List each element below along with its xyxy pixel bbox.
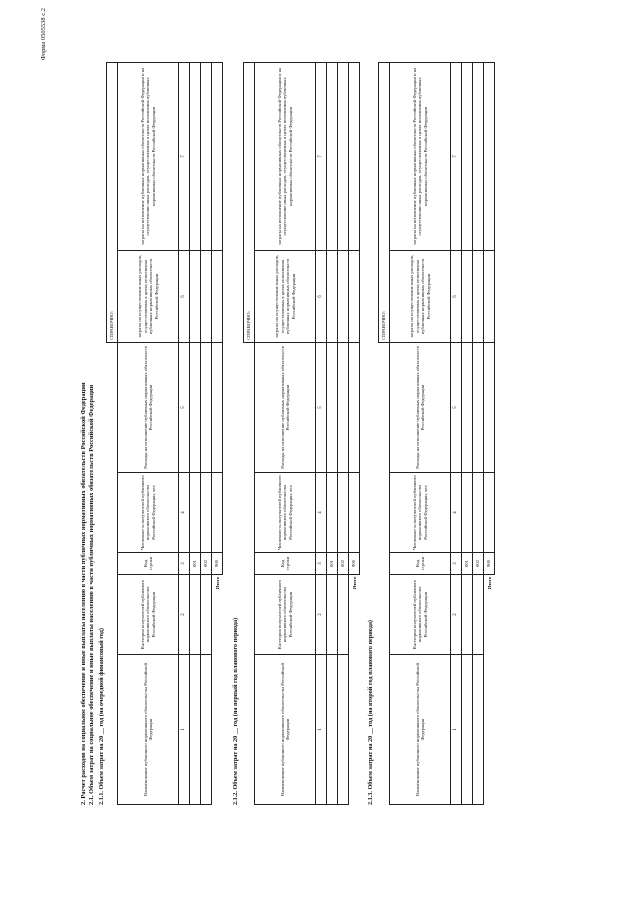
- table-row: [201, 62, 212, 804]
- col-header-recipient-count: Численность получателей публичного нормативного обязательства Российской Федерации, чел: [255, 473, 316, 553]
- col-header-expenses: Расходы на исполнение публичных нормативных обязательств Российской Федерации: [255, 342, 316, 472]
- total-row: [484, 62, 495, 804]
- col-number: 6: [451, 250, 462, 342]
- col-header-recipient-category: Категория получателей публичного нормативного обязательства Российской Федерации: [390, 575, 451, 655]
- title-sub: 2.1. Объем затрат на социальное обеспечение и иные выплаты населению в части публичных нормативных обязательств Российской Федерации: [88, 384, 95, 805]
- row-code: 002: [201, 553, 212, 575]
- table-row: [338, 62, 349, 804]
- form-code: Форма 0505538 с.2: [40, 8, 47, 61]
- expense-table: [378, 62, 495, 805]
- col-header-recipient-category: Категория получателей публичного нормативного обязательства Российской Федерации: [255, 575, 316, 655]
- col-header-total-costs: затраты на исполнение публичных нормативных обязательств Российской Федерации и на осуществление иных расходов, осуществляемых в целях исполнения публичных нормативных обязательств Российской Федерации: [390, 62, 451, 250]
- col-header-row-code: Код строки: [118, 553, 179, 575]
- col-header-other-costs: затраты на осуществление иных расходов, осуществляемых в целях исполнения публичных нормативных обязательств Российской Федерации: [390, 250, 451, 342]
- col-number: 6: [179, 250, 190, 342]
- total-code: 900: [484, 553, 495, 575]
- col-header-recipient-count: Численность получателей публичного нормативного обязательства Российской Федерации, чел: [118, 473, 179, 553]
- col-header-expenses: Расходы на исполнение публичных нормативных обязательств Российской Федерации: [118, 342, 179, 472]
- table-row: [473, 62, 484, 804]
- sprav-header: СПРАВОЧНО:: [244, 62, 255, 342]
- col-number: 5: [179, 342, 190, 472]
- row-code: 001: [327, 553, 338, 575]
- col-header-recipient-category: Категория получателей публичного нормативного обязательства Российской Федерации: [118, 575, 179, 655]
- col-header-obligation-name: Наименование публичного нормативного обязательства Российской Федерации: [255, 655, 316, 805]
- title-main: 2. Расчет расходов на социальное обеспечение и иные выплаты населению в части публичных нормативных обязательств Российской Федерации: [80, 382, 87, 805]
- col-header-row-code: Код строки: [255, 553, 316, 575]
- col-number: 6: [316, 250, 327, 342]
- col-header-recipient-count: Численность получателей публичного нормативного обязательства Российской Федерации, чел: [390, 473, 451, 553]
- total-code: 900: [212, 553, 223, 575]
- col-header-total-costs: затраты на исполнение публичных нормативных обязательств Российской Федерации и на осуществление иных расходов, осуществляемых в целях исполнения публичных нормативных обязательств Российской Федерации: [118, 62, 179, 250]
- section-title: 2.1.1. Объем затрат на 20 __ год (на очередной финансовый год): [98, 628, 105, 805]
- col-number: 1: [179, 655, 190, 805]
- col-number: 3: [451, 553, 462, 575]
- col-number: 7: [316, 62, 327, 250]
- col-header-row-code: Код строки: [390, 553, 451, 575]
- section-title: 2.1.2. Объем затрат на 20 __ год (на первый год планового периода): [232, 617, 239, 805]
- col-number: 5: [316, 342, 327, 472]
- table-row: [327, 62, 338, 804]
- col-number: 5: [451, 342, 462, 472]
- sprav-header: СПРАВОЧНО:: [107, 62, 118, 342]
- expense-table: [243, 62, 360, 805]
- col-header-other-costs: затраты на осуществление иных расходов, осуществляемых в целях исполнения публичных нормативных обязательств Российской Федерации: [118, 250, 179, 342]
- sprav-header: СПРАВОЧНО:: [379, 62, 390, 342]
- col-number: 4: [316, 473, 327, 553]
- expense-table: [106, 62, 223, 805]
- row-code: 001: [190, 553, 201, 575]
- col-header-other-costs: затраты на осуществление иных расходов, осуществляемых в целях исполнения публичных нормативных обязательств Российской Федерации: [255, 250, 316, 342]
- col-header-expenses: Расходы на исполнение публичных нормативных обязательств Российской Федерации: [390, 342, 451, 472]
- col-number: 1: [316, 655, 327, 805]
- col-number: 4: [179, 473, 190, 553]
- col-number: 3: [316, 553, 327, 575]
- total-row: [349, 62, 360, 804]
- total-row: [212, 62, 223, 804]
- col-number: 2: [451, 575, 462, 655]
- total-label: Итого: [351, 577, 357, 590]
- col-number: 3: [179, 553, 190, 575]
- col-header-obligation-name: Наименование публичного нормативного обязательства Российской Федерации: [390, 655, 451, 805]
- col-number: 1: [451, 655, 462, 805]
- table-row: [190, 62, 201, 804]
- col-number: 2: [179, 575, 190, 655]
- col-header-total-costs: затраты на исполнение публичных нормативных обязательств Российской Федерации и на осуществление иных расходов, осуществляемых в целях исполнения публичных нормативных обязательств Российской Федерации: [255, 62, 316, 250]
- total-label: Итого: [486, 577, 492, 590]
- col-number: 7: [179, 62, 190, 250]
- table-row: [462, 62, 473, 804]
- col-number: 7: [451, 62, 462, 250]
- section-title: 2.1.3. Объем затрат на 20 __ год (на второй год планового периода): [367, 620, 374, 805]
- col-header-obligation-name: Наименование публичного нормативного обязательства Российской Федерации: [118, 655, 179, 805]
- total-label: Итого: [214, 577, 220, 590]
- row-code: 001: [462, 553, 473, 575]
- col-number: 2: [316, 575, 327, 655]
- col-number: 4: [451, 473, 462, 553]
- total-code: 900: [349, 553, 360, 575]
- row-code: 002: [338, 553, 349, 575]
- row-code: 002: [473, 553, 484, 575]
